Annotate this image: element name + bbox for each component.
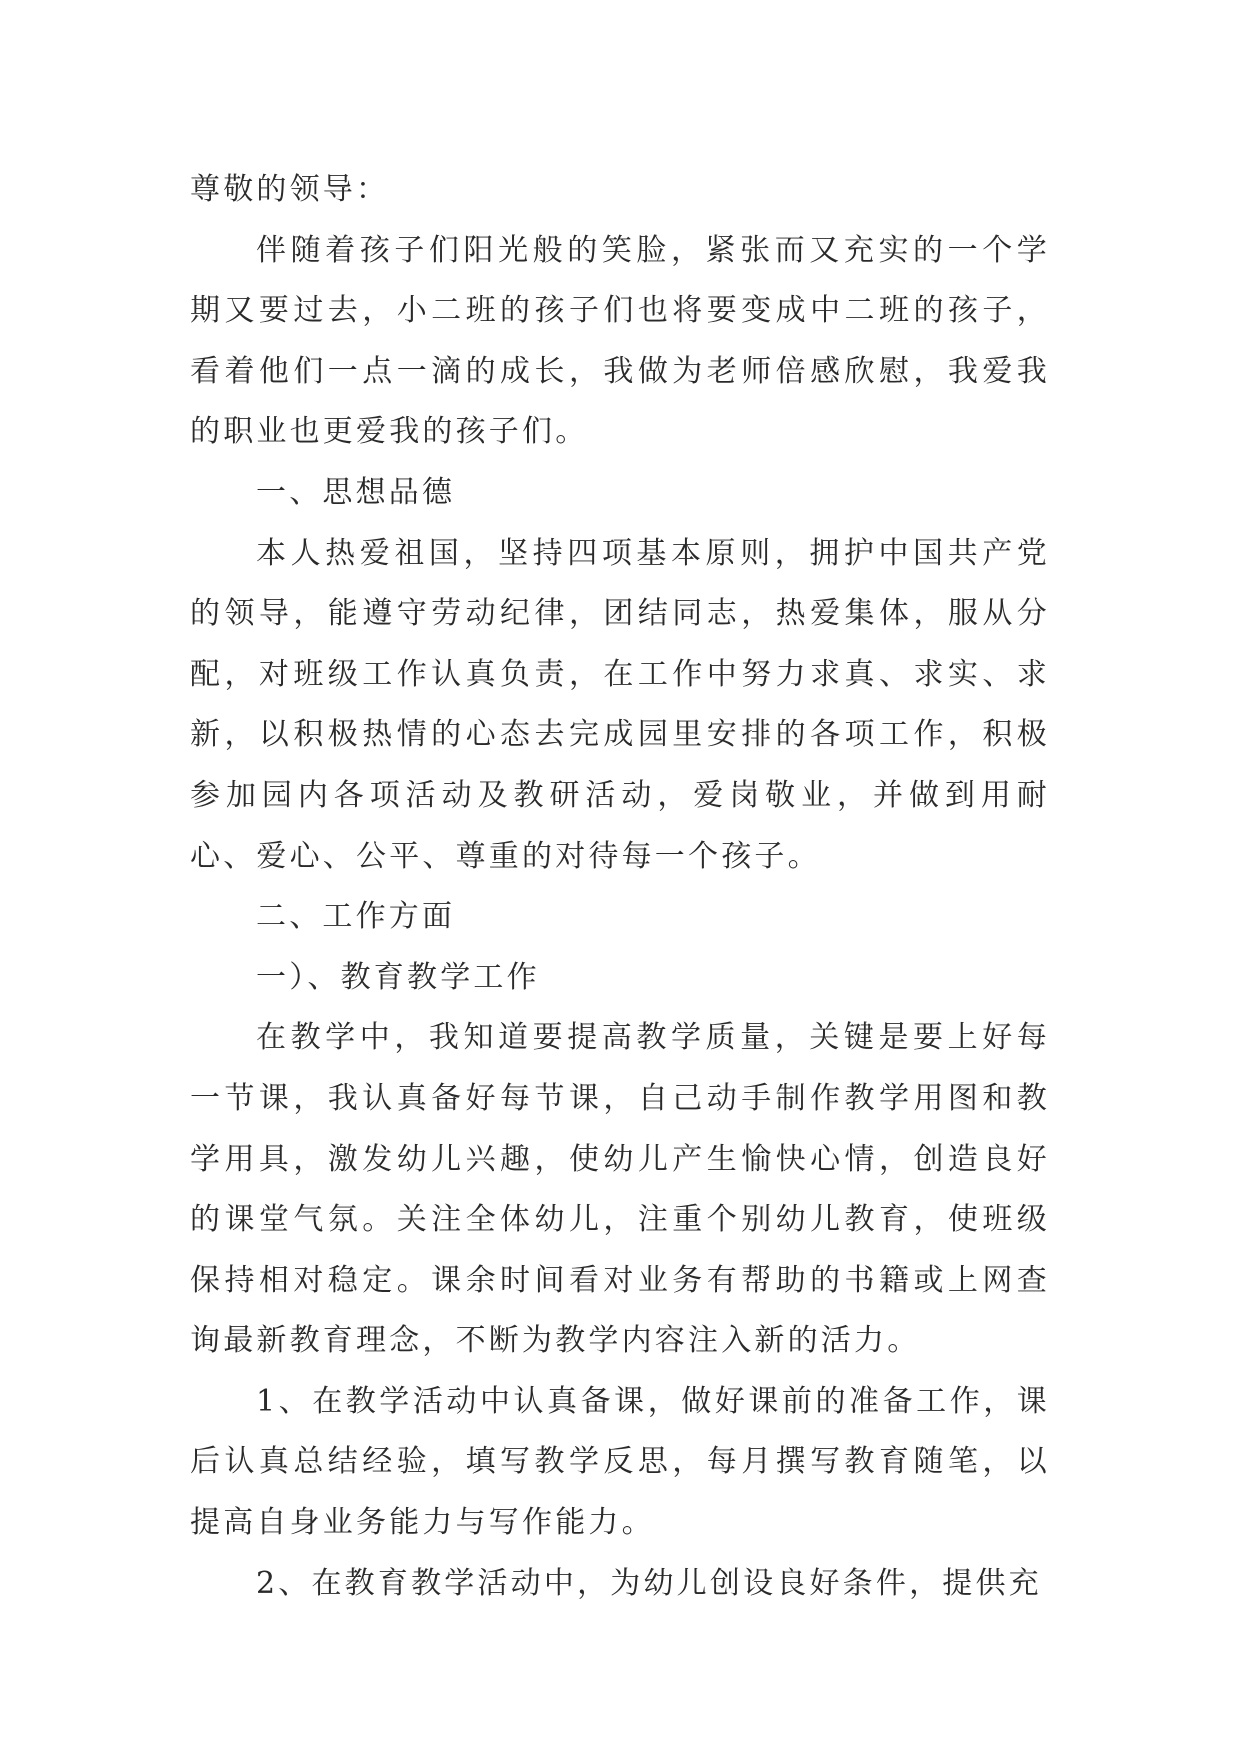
heading-work-aspects: 二、工作方面	[256, 899, 456, 935]
list-item-2: 2、在教育教学活动中，为幼儿创设良好条件，提供充	[256, 1565, 1042, 1601]
document-body	[190, 160, 1050, 1614]
heading-ideology-morality: 一、思想品德	[256, 474, 456, 510]
subheading-teaching-work: 一）、教育教学工作	[256, 959, 540, 995]
salutation: 尊敬的领导：	[190, 172, 390, 207]
paragraph-ideology-morality: 本人热爱祖国，坚持四项基本原则，拥护中国共产党的领导，能遵守劳动纪律，团结同志，热爱集体，服从分配，对班级工作认真负责，在工作中努力求真、求实、求新，以积极热情的心态去完成园里安排的各项工作，积极参加园内各项活动及教研活动，爱岗敬业，并做到用耐心、爱心、公平、尊重的对待每一个孩子。	[190, 535, 1050, 874]
list-item-1: 1、在教学活动中认真备课，做好课前的准备工作，课后认真总结经验，填写教学反思，每月撰写教育随笔，以提高自身业务能力与写作能力。	[190, 1383, 1050, 1541]
paragraph-intro: 伴随着孩子们阳光般的笑脸，紧张而又充实的一个学期又要过去，小二班的孩子们也将要变成中二班的孩子，看着他们一点一滴的成长，我做为老师倍感欣慰，我爱我的职业也更爱我的孩子们。	[190, 232, 1050, 450]
paragraph-teaching-work: 在教学中，我知道要提高教学质量，关键是要上好每一节课，我认真备好每节课，自己动手制作教学用图和教学用具，激发幼儿兴趣，使幼儿产生愉快心情，创造良好的课堂气氛。关注全体幼儿，注重个别幼儿教育，使班级保持相对稳定。课余时间看对业务有帮助的书籍或上网查询最新教育理念，不断为教学内容注入新的活力。	[190, 1020, 1050, 1359]
